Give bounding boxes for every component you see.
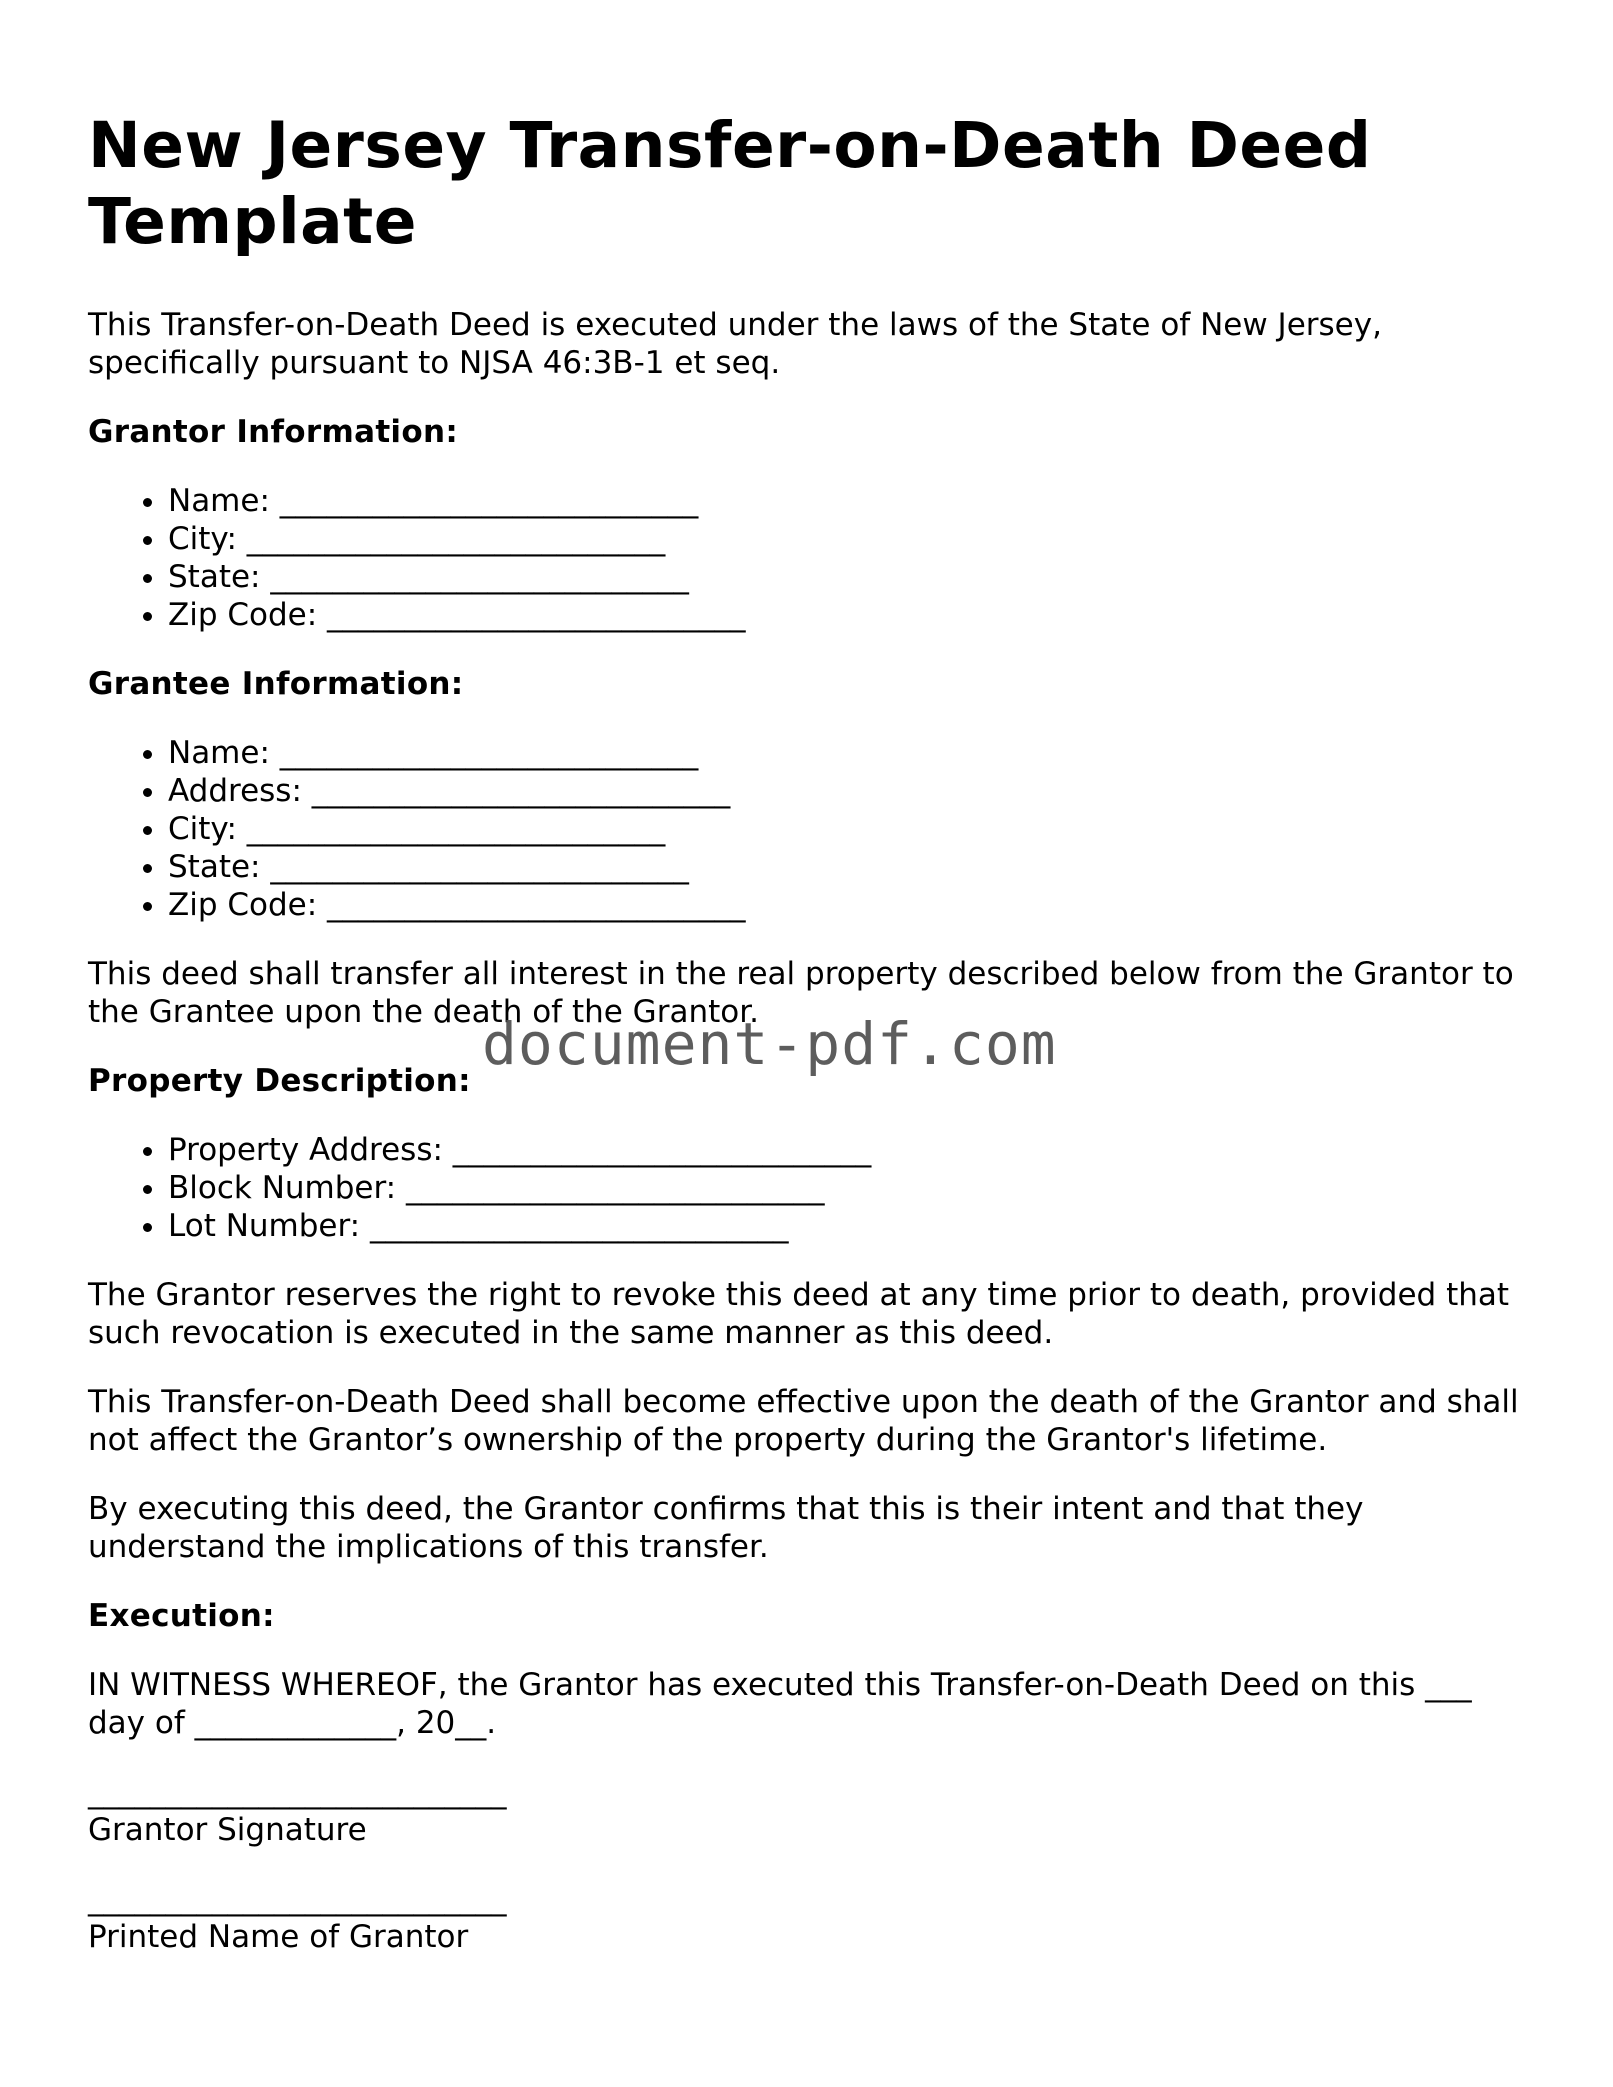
effective-paragraph: This Transfer-on-Death Deed shall become effective upon the death of the Grantor and shall not affect the Grantor’s ownership of the property during the Grantor's lifetime. (88, 1384, 1519, 1458)
signature-line: ___________________________ (88, 1774, 507, 1810)
printed-name-line: ___________________________ (88, 1881, 507, 1917)
grantee-name-field: • Name: ___________________________ (168, 734, 1528, 772)
lot-number-field: • Lot Number: ___________________________ (168, 1207, 1528, 1245)
grantee-city-field: • City: ___________________________ (168, 810, 1528, 848)
grantor-state-field: • State: ___________________________ (168, 558, 1528, 596)
revoke-paragraph: The Grantor reserves the right to revoke this deed at any time prior to death, provided that such revocation is executed in the same manner as this deed. (88, 1277, 1510, 1351)
grantee-fields-list (88, 734, 1528, 924)
printed-name-label: Printed Name of Grantor (88, 1919, 469, 1955)
block-number-field: • Block Number: ___________________________ (168, 1169, 1528, 1207)
grantee-state-field: • State: ___________________________ (168, 848, 1528, 886)
watermark-text: document-pdf.com (482, 1010, 1057, 1078)
property-heading: Property Description: (88, 1063, 471, 1099)
signature-label: Grantor Signature (88, 1812, 367, 1848)
intro-paragraph: This Transfer-on-Death Deed is executed under the laws of the State of New Jersey, specifically pursuant to NJSA 46:3B-1 et seq. (88, 307, 1382, 381)
intent-paragraph: By executing this deed, the Grantor confirms that this is their intent and that they understand the implications of this transfer. (88, 1491, 1364, 1565)
grantee-heading: Grantee Information: (88, 666, 464, 702)
grantor-name-field: • Name: ___________________________ (168, 482, 1528, 520)
execution-heading: Execution: (88, 1598, 275, 1634)
property-fields-list (88, 1131, 1528, 1245)
printed-name-block (88, 1880, 1528, 1956)
page-title: New Jersey Transfer-on-Death Deed Template (88, 109, 1372, 258)
witness-paragraph: IN WITNESS WHEREOF, the Grantor has executed this Transfer-on-Death Deed on this ___ day of _____________, 20__. (88, 1667, 1472, 1741)
grantor-fields-list (88, 482, 1528, 634)
grantor-city-field: • City: ___________________________ (168, 520, 1528, 558)
grantor-heading: Grantor Information: (88, 414, 459, 450)
transfer-paragraph: This deed shall transfer all interest in the real property described below from the Grantor to the Grantee upon the death of the Grantor. (88, 956, 1514, 1030)
grantee-address-field: • Address: ___________________________ (168, 772, 1528, 810)
grantor-zip-field: • Zip Code: ___________________________ (168, 596, 1528, 634)
grantor-signature-block (88, 1773, 1528, 1849)
grantee-zip-field: • Zip Code: ___________________________ (168, 886, 1528, 924)
property-address-field: • Property Address: ___________________________ (168, 1131, 1528, 1169)
